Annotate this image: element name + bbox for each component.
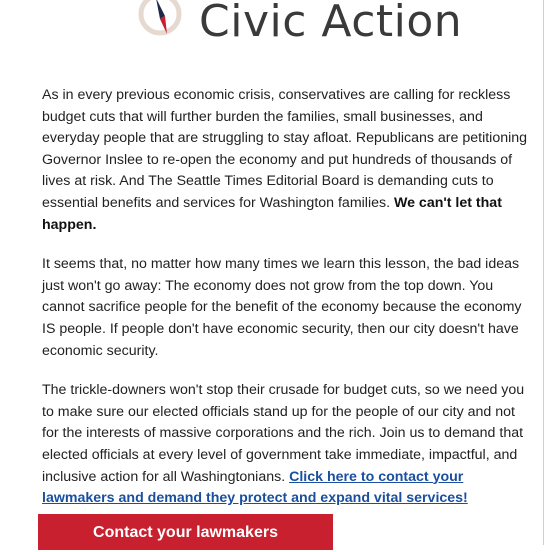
paragraph-call-to-action bbox=[42, 380, 532, 510]
email-body bbox=[42, 85, 532, 528]
paragraph-budget-cuts bbox=[42, 85, 532, 236]
contact-lawmakers-link[interactable]: Click here to contact your lawmakers and demand they protect and expand vital services! bbox=[42, 468, 468, 507]
email-header bbox=[0, 0, 546, 52]
paragraph-text: The trickle-downers won't stop their crusade for budget cuts, so we need you to make sure our elected officials stand up for the people of our city and not for the interests of massive corporations and the rich. Join us to demand that elected officials at every level of government take immediate, impactful, and inclusive action for all Washingtonians. bbox=[42, 382, 525, 485]
paragraph-text: As in every previous economic crisis, conservatives are calling for reckless budget cuts that will further burden the families, small businesses, and everyday people that are struggling to stay afloat. Republicans are petitioning Governor Inslee to re-open the economy and put hundreds of thousands of lives at risk. And The Seattle Times Editorial Board is demanding cuts to essential benefits and services for Washington families. bbox=[42, 87, 528, 211]
compass-logo-icon bbox=[137, 0, 183, 44]
paragraph-economy bbox=[42, 254, 532, 362]
brand-name: Civic Action bbox=[199, 0, 463, 47]
paragraph-text: It seems that, no matter how many times we learn this lesson, the bad ideas just won't go away: The economy does not grow from the top down. You cannot sacrifice people for the benefit of the economy because the economy IS people. If people don't have economic security, then our city doesn't have economic security. bbox=[42, 256, 522, 359]
page-edge-divider bbox=[543, 0, 544, 545]
emphasis-text: We can't let that happen. bbox=[42, 194, 502, 233]
contact-lawmakers-button[interactable]: Contact your lawmakers bbox=[38, 514, 333, 550]
